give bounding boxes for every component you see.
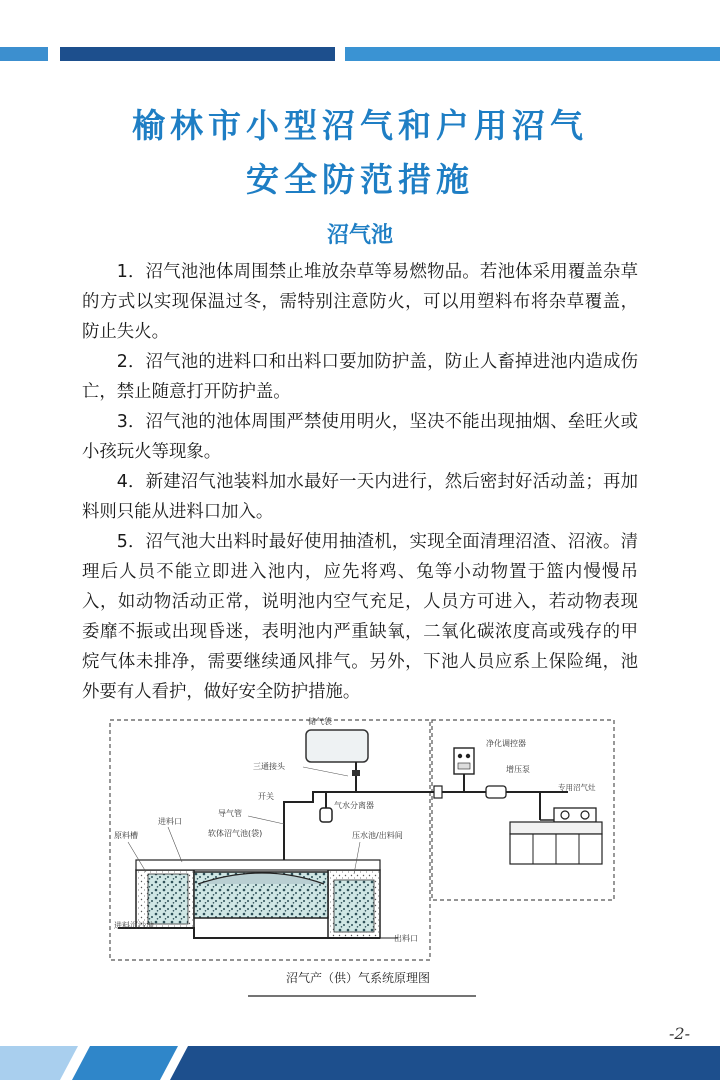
label-separator: 气水分离器: [334, 801, 374, 810]
label-outlet-pool: 压水池/出料间: [352, 831, 403, 840]
footer-bars: [0, 1046, 720, 1080]
top-bar-right: [345, 47, 720, 61]
figure-caption: 沼气产（供）气系统原理图: [285, 971, 431, 985]
page-title-line2: 安全防范措施: [246, 160, 474, 199]
section-heading: 沼气池: [326, 223, 393, 248]
paragraph-5: 5．沼气池大出料时最好使用抽渣机，实现全面清理沼渣、沼液。清理后人员不能立即进入池内，应先将鸡、兔等小动物置于篮内慢慢吊入，如动物活动正常，说明池内空气充足，人员方可进入，若动物表现委靡不振或出现昏迷，表明池内严重缺氧，二氧化碳浓度高或残存的甲烷气体未排净，需要继续通风排气。另外，下池人员应系上保险绳，池外要有人看护，做好安全防护措施。: [82, 532, 638, 702]
label-outlet: 出料口: [394, 934, 418, 943]
label-tee: 三通接头: [253, 762, 285, 771]
biogas-system-diagram: [98, 712, 618, 1004]
separator-icon: [320, 808, 332, 822]
top-bar-middle: [60, 47, 335, 61]
label-sediment: 进料沉沙池: [114, 921, 154, 930]
label-switch: 开关: [258, 792, 274, 801]
label-gas-bag: 储气袋: [308, 717, 332, 726]
purifier-icon: [454, 748, 474, 774]
label-booster: 增压泵: [506, 765, 530, 774]
label-gas-pipe: 导气管: [218, 809, 242, 818]
label-purifier: 净化调控器: [486, 739, 526, 748]
label-inlet: 进料口: [158, 817, 182, 826]
body-text: [82, 257, 638, 707]
label-stove: 专用沼气灶: [558, 783, 596, 792]
page-number: -2-: [669, 1024, 690, 1043]
paragraph-2: 2．沼气池的进料口和出料口要加防护盖，防止人畜掉进池内造成伤亡，禁止随意打开防护盖。: [82, 352, 638, 402]
label-raw-tank: 原料槽: [114, 831, 138, 840]
paragraph-3: 3．沼气池的池体周围严禁使用明火，坚决不能出现抽烟、垒旺火或小孩玩火等现象。: [82, 412, 638, 462]
page-title-line1: 榆林市小型沼气和户用沼气: [132, 106, 588, 145]
paragraph-4: 4．新建沼气池装料加水最好一天内进行，然后密封好活动盖；再加料则只能从进料口加入。: [82, 472, 638, 522]
top-bar-left: [0, 47, 48, 61]
cabinet-top: [510, 822, 602, 834]
label-soft-digester: 软体沼气池(袋): [208, 829, 263, 838]
paragraph-1: 1．沼气池池体周围禁止堆放杂草等易燃物品。若池体采用覆盖杂草的方式以实现保温过冬，需特别注意防火，可以用塑料布将杂草覆盖，防止失火。: [82, 262, 638, 342]
booster-pump-icon: [486, 786, 506, 798]
gas-bag-icon: [306, 730, 368, 762]
stove-icon: [554, 808, 596, 822]
